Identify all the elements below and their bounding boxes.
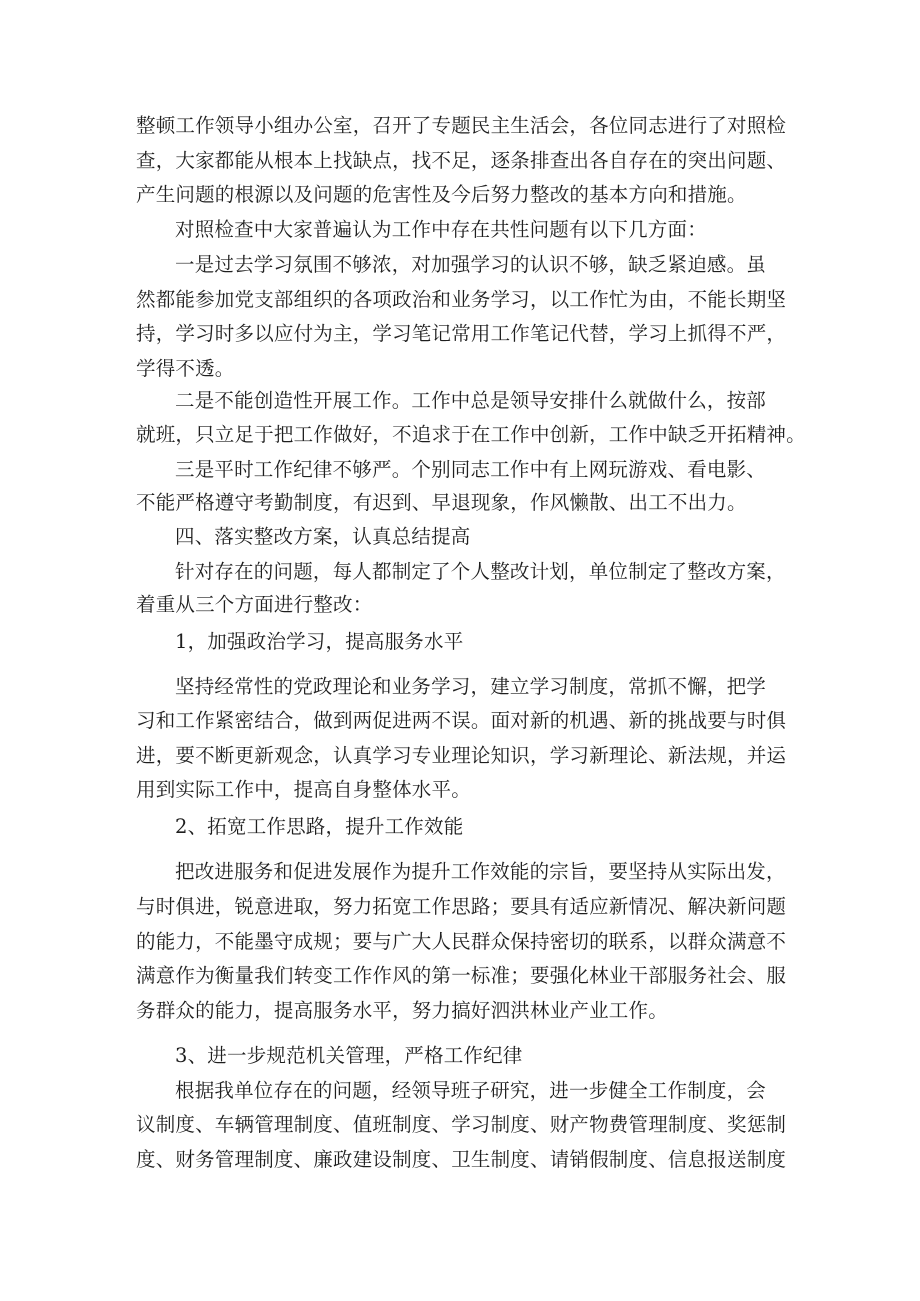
text-line: 查，大家都能从根本上找缺点，找不足，逐条排查出各自存在的突出问题、 (136, 149, 787, 172)
subsection-heading: 3、进一步规范机关管理，严格工作纪律 (175, 1044, 523, 1067)
text-line: 度、财务管理制度、廉政建设制度、卫生制度、请销假制度、信息报送制度 (136, 1148, 787, 1171)
text-line: 根据我单位存在的问题，经领导班子研究，进一步健全工作制度，会 (175, 1079, 767, 1102)
subsection-heading: 1，加强政治学习，提高服务水平 (175, 630, 464, 653)
text-line: 二是不能创造性开展工作。工作中总是领导安排什么就做什么，按部 (175, 389, 767, 412)
text-line: 不能严格遵守考勤制度，有迟到、早退现象，作风懒散、出工不出力。 (136, 491, 747, 514)
text-line: 的能力，不能墨守成规；要与广大人民群众保持密切的联系，以群众满意不 (136, 930, 787, 953)
subsection-heading: 2、拓宽工作思路，提升工作效能 (175, 815, 464, 838)
text-line: 产生问题的根源以及问题的危害性及今后努力整改的基本方向和措施。 (136, 183, 747, 206)
text-line: 然都能参加党支部组织的各项政治和业务学习，以工作忙为由，不能长期坚 (136, 288, 787, 311)
text-line: 用到实际工作中，提高自身整体水平。 (136, 778, 471, 801)
text-line: 坚持经常性的党政理论和业务学习，建立学习制度，常抓不懈，把学 (175, 675, 767, 698)
section-heading: 四、落实整改方案，认真总结提高 (175, 525, 471, 548)
text-line: 习和工作紧密结合，做到两促进两不误。面对新的机遇、新的挑战要与时俱 (136, 709, 787, 732)
text-line: 与时俱进，锐意进取，努力拓宽工作思路；要具有适应新情况、解决新问题 (136, 895, 787, 918)
text-line: 学得不透。 (136, 357, 235, 380)
text-line: 三是平时工作纪律不够严。个别同志工作中有上网玩游戏、看电影、 (175, 458, 767, 481)
text-line: 对照检查中大家普遍认为工作中存在共性问题有以下几方面： (175, 218, 707, 241)
text-line: 满意作为衡量我们转变工作作风的第一标准；要强化林业干部服务社会、服 (136, 964, 787, 987)
text-line: 进，要不断更新观念，认真学习专业理论知识，学习新理论、新法规，并运 (136, 744, 787, 767)
text-line: 着重从三个方面进行整改： (136, 593, 373, 616)
text-line: 针对存在的问题，每人都制定了个人整改计划，单位制定了整改方案， (175, 560, 786, 583)
text-line: 把改进服务和促进发展作为提升工作效能的宗旨，要坚持从实际出发， (175, 860, 786, 883)
text-line: 就班，只立足于把工作做好，不追求于在工作中创新，工作中缺乏开拓精神。 (136, 423, 806, 446)
text-line: 一是过去学习氛围不够浓，对加强学习的认识不够，缺乏紧迫感。虽 (175, 253, 767, 276)
text-line: 整顿工作领导小组办公室，召开了专题民主生活会，各位同志进行了对照检 (136, 114, 787, 137)
text-line: 务群众的能力，提高服务水平，努力搞好泗洪林业产业工作。 (136, 999, 668, 1022)
text-line: 议制度、车辆管理制度、值班制度、学习制度、财产物费管理制度、奖惩制 (136, 1113, 787, 1136)
text-line: 持，学习时多以应付为主，学习笔记常用工作笔记代替，学习上抓得不严， (136, 322, 787, 345)
